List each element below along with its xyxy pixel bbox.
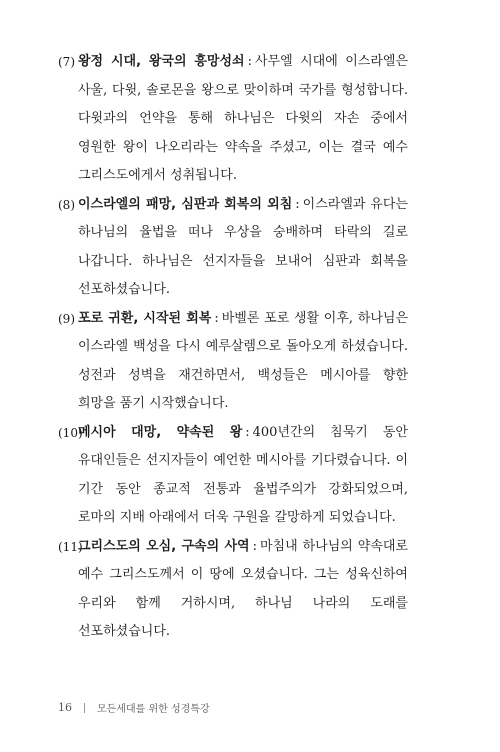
entry-heading: 메시아 대망, 약속된 왕	[78, 424, 243, 440]
entry-number: (9)	[58, 311, 75, 326]
entry-number: (11)	[58, 539, 83, 554]
entry-body: 바벨론 포로 생활 이후, 하나님은 이스라엘 백성을 다시 예루살렘으로 돌아오게 하셨습니다. 성전과 성벽을 재건하면서, 백성들은 메시아를 향한 희망을 품기 시작했습니다.	[78, 310, 409, 411]
entry-heading: 왕정 시대, 왕국의 흥망성쇠	[78, 54, 245, 69]
entry-11	[58, 533, 408, 647]
entry-7	[58, 48, 409, 191]
entry-8	[58, 191, 408, 305]
footer-divider	[84, 703, 85, 713]
entry-number: (10)	[58, 425, 83, 440]
entry-separator: :	[245, 424, 250, 440]
entry-heading: 그리스도의 오심, 구속의 사역	[78, 538, 250, 554]
book-title: 모든세대를 위한 성경특강	[97, 704, 210, 715]
entry-body: 사무엘 시대에 이스라엘은 사울, 다윗, 솔로몬을 왕으로 맞이하며 국가를 형성합니다. 다윗과의 언약을 통해 하나님은 다윗의 자손 중에서 영원한 왕이 나오리라는 약속을 주셨고, 이는 결국 예수 그리스도에게서 성취됩니다.	[78, 54, 409, 183]
entry-number: (8)	[58, 197, 75, 212]
page-number: 16	[58, 701, 72, 714]
entry-heading: 포로 귀환, 시작된 회복	[78, 310, 212, 326]
entry-list	[58, 48, 409, 647]
entry-separator: :	[214, 310, 219, 326]
entry-number: (7)	[58, 55, 75, 69]
page-footer	[58, 700, 210, 715]
entry-body: 마침내 하나님의 약속대로 예수 그리스도께서 이 땅에 오셨습니다. 그는 성육신하여 우리와 함께 거하시며, 하나님 나라의 도래를 선포하셨습니다.	[78, 538, 408, 639]
entry-separator: :	[247, 54, 252, 69]
entry-body: 이스라엘과 유다는 하나님의 율법을 떠나 우상을 숭배하며 타락의 길로 나갑니다. 하나님은 선지자들을 보내어 심판과 회복을 선포하셨습니다.	[78, 196, 408, 297]
entry-separator: :	[252, 538, 257, 554]
entry-heading: 이스라엘의 패망, 심판과 회복의 외침	[78, 196, 293, 212]
entry-separator: :	[295, 196, 300, 212]
entry-body: 400년간의 침묵기 동안 유대인들은 선지자들이 예언한 메시아를 기다렸습니다. 이 기간 동안 종교적 전통과 율법주의가 강화되었으며, 로마의 지배 아래에서 더욱 구원을 갈망하게 되었습니다.	[78, 424, 408, 525]
entry-9	[58, 305, 409, 419]
entry-10	[58, 419, 408, 533]
